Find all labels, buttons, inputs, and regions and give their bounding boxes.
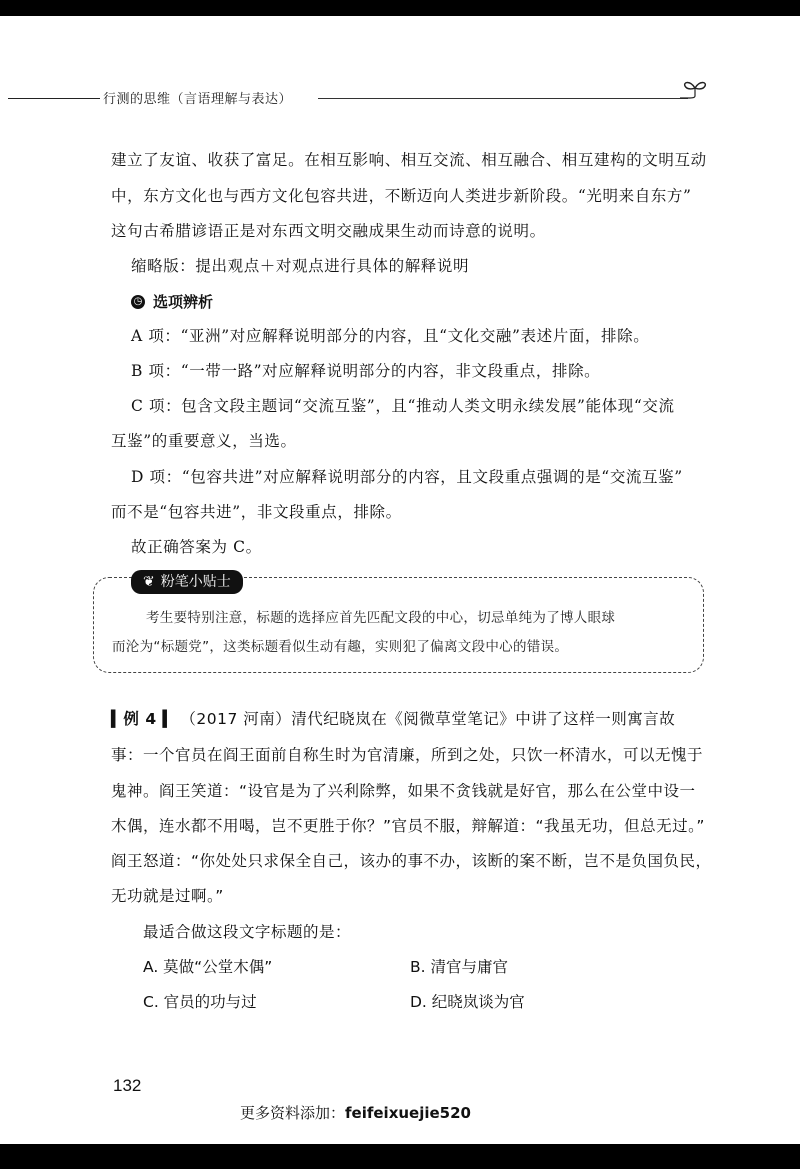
option-b-analysis: B 项：“一带一路”对应解释说明部分的内容，非文段重点，排除。 — [131, 362, 601, 380]
running-header — [0, 84, 800, 114]
example-line: 阎王怒道：“你处处只求保全自己，该办的事不办，该断的案不断，岂不是负国负民， — [111, 852, 712, 870]
answer-line: 故正确答案为 C。 — [131, 538, 262, 556]
option-a-analysis: A 项：“亚洲”对应解释说明部分的内容，且“文化交融”表述片面，排除。 — [131, 327, 650, 345]
page-number: 132 — [113, 1076, 142, 1095]
question-prompt: 最适合做这段文字标题的是： — [143, 923, 352, 941]
example-text: （2017 河南）清代纪晓岚在《阅微草堂笔记》中讲了这样一则寓言故 — [180, 710, 676, 728]
example-line — [111, 709, 675, 729]
sprout-icon — [680, 76, 710, 104]
header-rule-right — [318, 98, 688, 99]
paragraph-line: 建立了友谊、收获了富足。在相互影响、相互交流、相互融合、相互建构的文明互动 — [111, 151, 707, 169]
option-d-analysis-cont: 而不是“包容共进”，非文段重点，排除。 — [111, 503, 402, 521]
answer-option-c: C. 官员的功与过 — [143, 993, 257, 1011]
example-line: 无功就是过啊。” — [111, 887, 224, 905]
paragraph-line: 这句古希腊谚语正是对东西文明交融成果生动而诗意的说明。 — [111, 222, 546, 240]
top-black-band — [0, 0, 800, 16]
footer-note-prefix: 更多资料添加： — [240, 1104, 346, 1122]
paragraph-line: 中，东方文化也与西方文化包容共进，不断迈向人类进步新阶段。“光明来自东方” — [111, 187, 692, 205]
bottom-black-band — [0, 1144, 800, 1169]
answer-option-d: D. 纪晓岚谈为官 — [410, 993, 525, 1011]
option-d-analysis: D 项：“包容共进”对应解释说明部分的内容，且文段重点强调的是“交流互鉴” — [131, 468, 683, 486]
tip-line: 考生要特别注意，标题的选择应首先匹配文段的中心，切忌单纯为了博人眼球 — [146, 610, 616, 626]
tip-label-text: 粉笔小贴士 — [160, 574, 231, 590]
header-title: 行测的思维（言语理解与表达） — [103, 92, 293, 107]
answer-option-b: B. 清官与庸官 — [410, 958, 508, 976]
tip-label — [131, 570, 243, 594]
summary-line: 缩略版：提出观点＋对观点进行具体的解释说明 — [131, 257, 470, 275]
example-line: 木偶，连水都不用喝，岂不更胜于你？”官员不服，辩解道：“我虽无功，但总无过。” — [111, 817, 705, 835]
footer-note-id: feifeixuejie520 — [345, 1104, 471, 1122]
answer-option-a: A. 莫做“公堂木偶” — [143, 958, 273, 976]
footer-note — [240, 1102, 471, 1123]
header-rule-left — [8, 98, 100, 99]
section-title: 选项辨析 — [153, 293, 214, 311]
example-line: 鬼神。阎王笑道：“设官是为了兴利除弊，如果不贪钱就是好官，那么在公堂中设一 — [111, 782, 696, 800]
option-c-analysis-cont: 互鉴”的重要意义，当选。 — [111, 432, 297, 450]
option-c-analysis: C 项：包含文段主题词“交流互鉴”，且“推动人类文明永续发展”能体现“交流 — [131, 397, 675, 415]
example-tag: ▍例 4 ▍ — [111, 710, 175, 728]
section-heading — [131, 291, 213, 312]
sprout-icon: ❦ — [143, 574, 155, 590]
example-line: 事：一个官员在阎王面前自称生时为官清廉，所到之处，只饮一杯清水，可以无愧于 — [111, 746, 704, 764]
numbered-circle-icon: ◷ — [131, 295, 145, 309]
tip-line: 而沦为“标题党”，这类标题看似生动有趣，实则犯了偏离文段中心的错误。 — [112, 639, 569, 655]
